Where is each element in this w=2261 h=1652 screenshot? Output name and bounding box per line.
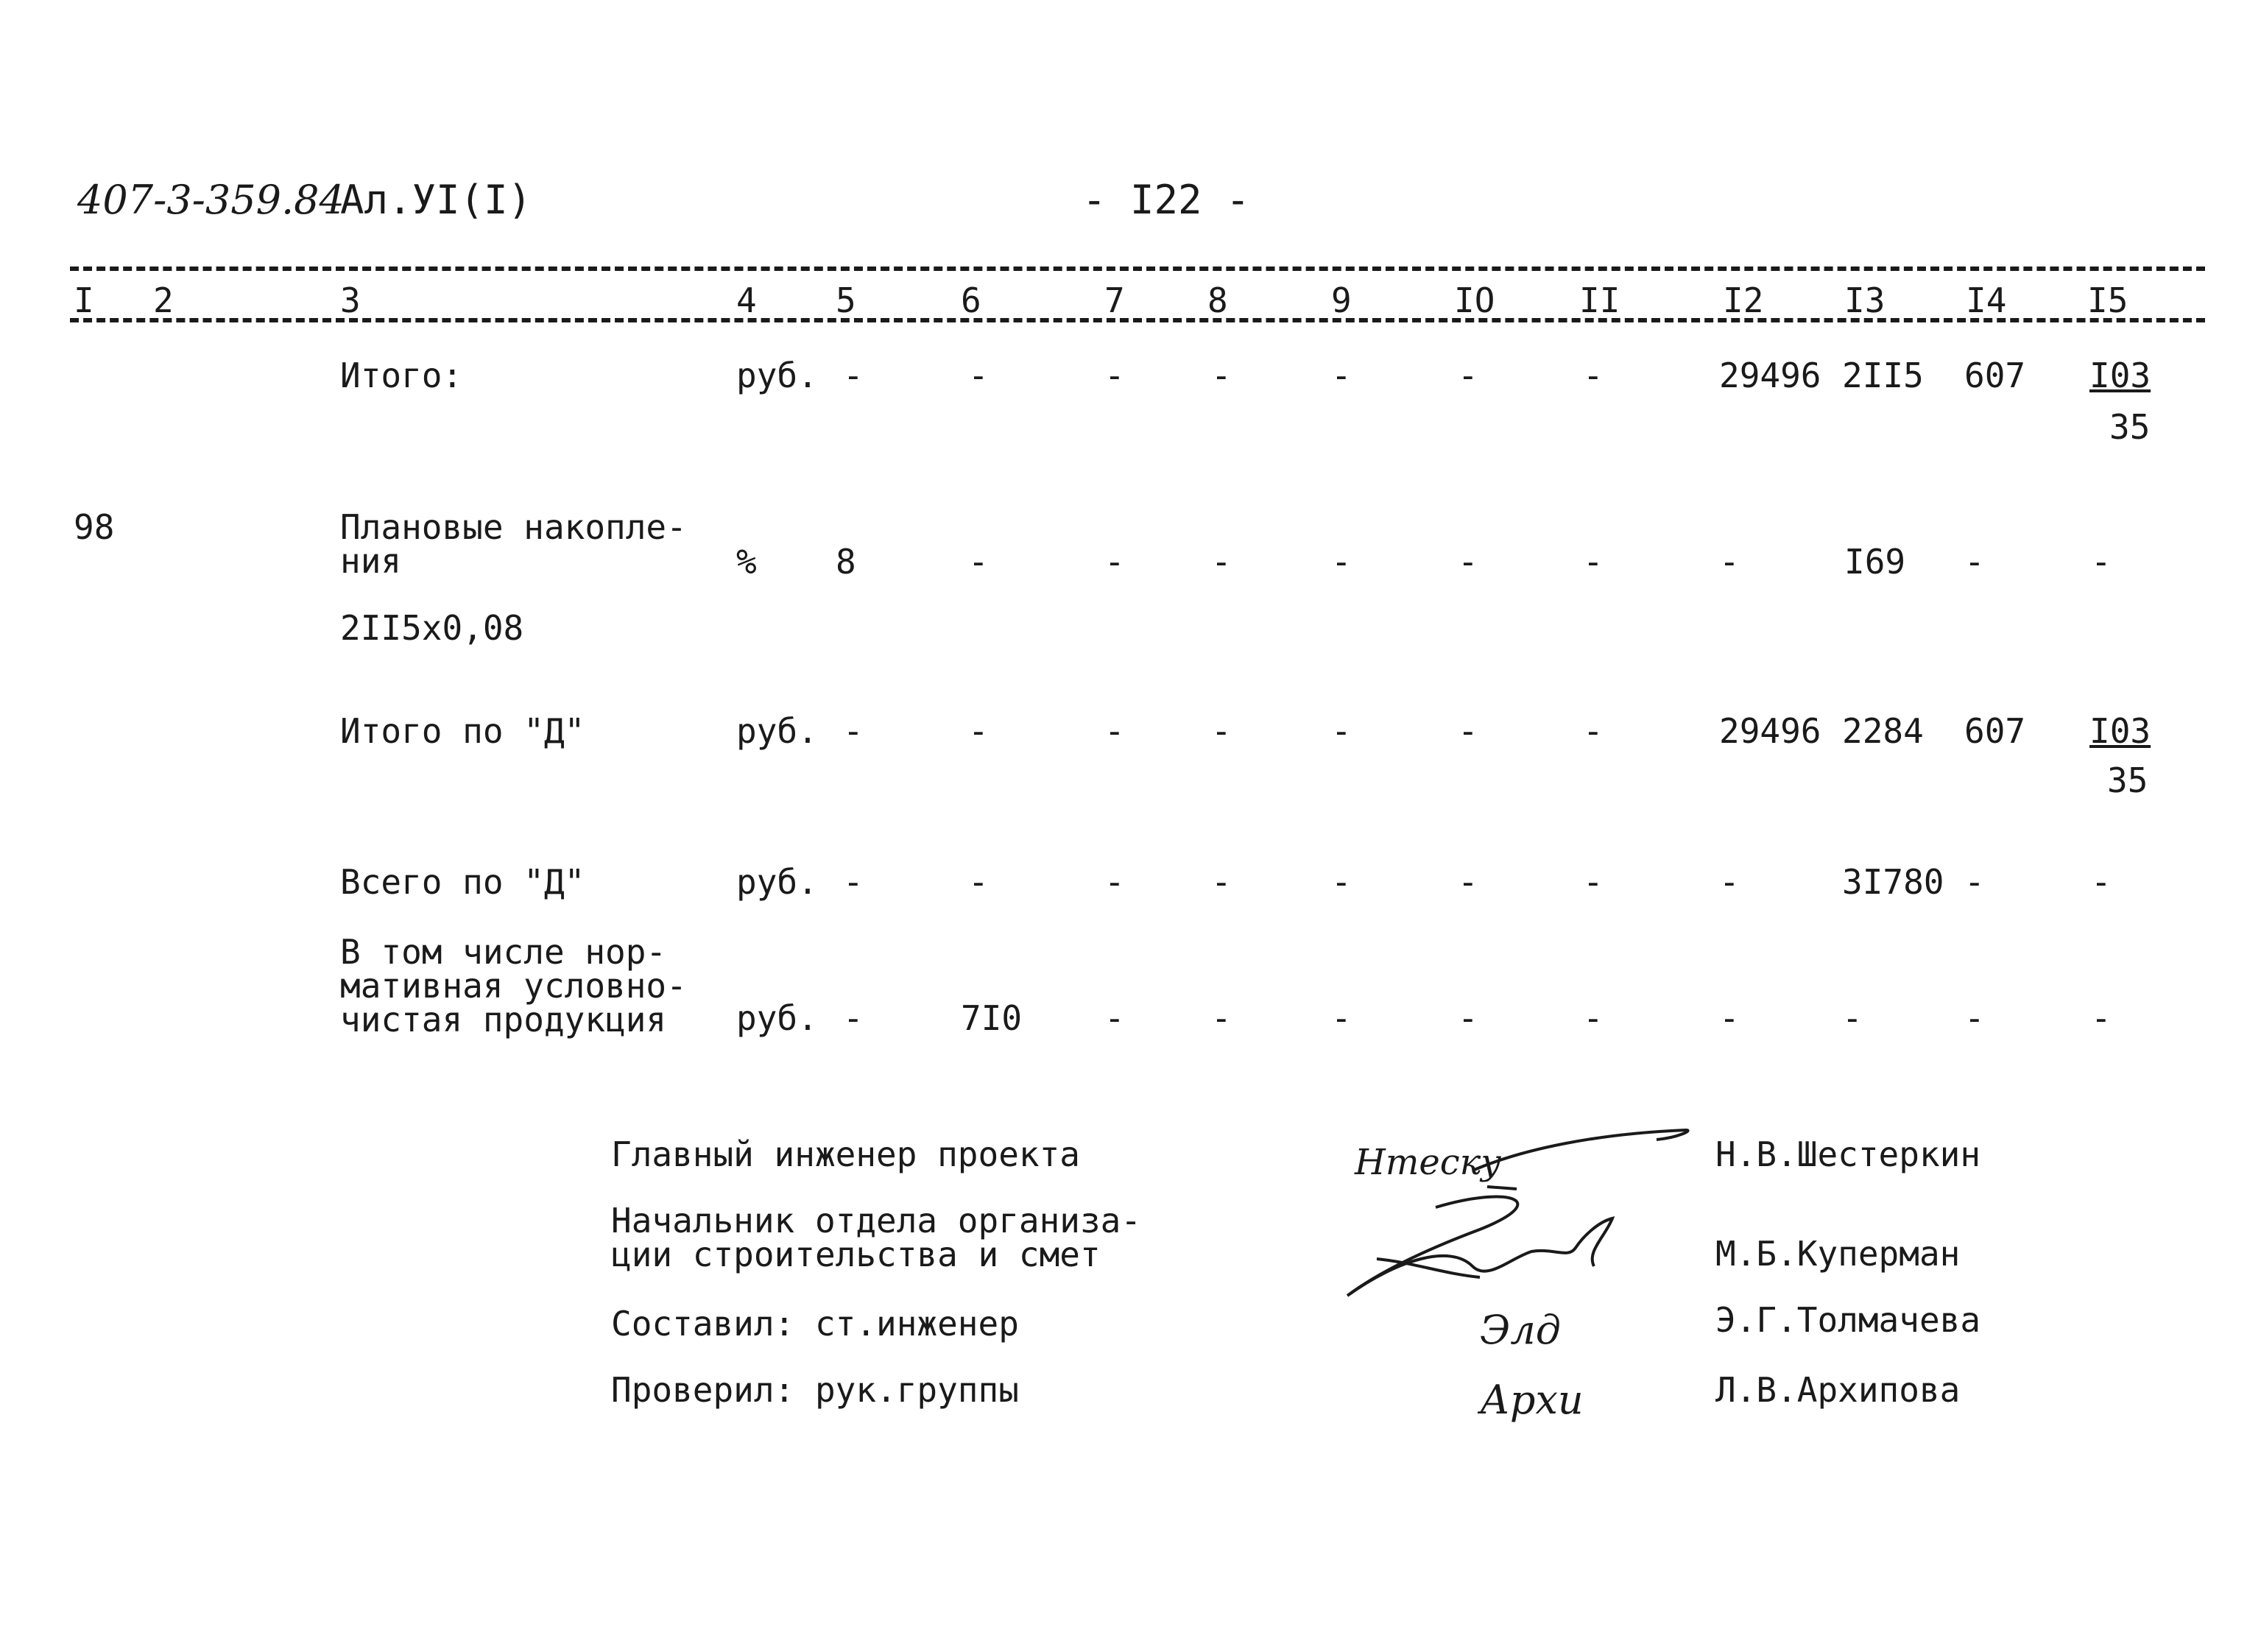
row-name: Всего по "Д": [340, 862, 585, 902]
cell-c6: 7I0: [961, 998, 1023, 1038]
cell-c7: -: [1104, 356, 1125, 395]
signer-name: Л.В.Архипова: [1715, 1370, 1961, 1410]
row-number: 98: [74, 507, 115, 547]
col-header: 2: [153, 280, 174, 320]
signer-name: М.Б.Куперман: [1715, 1234, 1961, 1274]
cell-c5: -: [843, 711, 864, 751]
cell-c15-top: -: [2091, 862, 2112, 902]
cell-c14: -: [1964, 998, 1985, 1038]
signature-arkhipova: [1472, 1362, 1664, 1443]
row-name: Плановые накопле- ния: [340, 507, 687, 581]
cell-c15-top: I03: [2089, 711, 2151, 751]
cell-c8: -: [1211, 862, 1232, 902]
cell-c11: -: [1583, 711, 1604, 751]
cell-c9: -: [1331, 356, 1352, 395]
cell-c6: -: [968, 862, 989, 902]
row-unit: руб.: [736, 356, 818, 395]
cell-c14: 607: [1964, 711, 2026, 751]
col-header: 8: [1207, 280, 1228, 320]
cell-c13: 2284: [1842, 711, 1924, 751]
cell-c5: -: [843, 862, 864, 902]
signer-role: Составил: ст.инженер: [611, 1304, 1019, 1344]
signature-kuperman: [1333, 1178, 1657, 1310]
header-bottom-rule: [70, 318, 2205, 322]
cell-c13: 2II5: [1842, 356, 1924, 395]
cell-c15-bottom: 35: [2109, 407, 2151, 447]
cell-c15-top: -: [2091, 998, 2112, 1038]
cell-c10: -: [1458, 542, 1478, 582]
cell-c14: -: [1964, 862, 1985, 902]
album-reference: Ал.УI(I): [340, 177, 532, 223]
cell-c6: -: [968, 542, 989, 582]
cell-c8: -: [1211, 711, 1232, 751]
col-header: 5: [836, 280, 856, 320]
page-number: - I22 -: [1082, 177, 1250, 223]
cell-c12: 29496: [1719, 711, 1821, 751]
col-header: I: [74, 280, 94, 320]
row-unit: %: [736, 542, 757, 582]
col-header: II: [1579, 280, 1620, 320]
signer-name: Э.Г.Толмачева: [1715, 1300, 1981, 1340]
svg-text:Архи: Архи: [1480, 1377, 1584, 1423]
cell-c13: 3I780: [1842, 862, 1944, 902]
cell-c8: -: [1211, 998, 1232, 1038]
row-unit: руб.: [736, 711, 818, 751]
cell-c10: -: [1458, 711, 1478, 751]
cell-c10: -: [1458, 998, 1478, 1038]
col-header: IO: [1454, 280, 1495, 320]
cell-c5: -: [843, 356, 864, 395]
cell-c7: -: [1104, 542, 1125, 582]
cell-c9: -: [1331, 998, 1352, 1038]
cell-c9: -: [1331, 711, 1352, 751]
cell-c15-top: I03: [2089, 356, 2151, 395]
cell-c6: -: [968, 711, 989, 751]
cell-c13: -: [1842, 998, 1863, 1038]
signature-tolmacheva: [1472, 1296, 1642, 1362]
col-header: I3: [1844, 280, 1886, 320]
cell-c7: -: [1104, 998, 1125, 1038]
row-unit: руб.: [736, 998, 818, 1038]
document-code: 407-3-359.84: [77, 177, 345, 223]
col-header: 4: [736, 280, 757, 320]
cell-c12: -: [1719, 862, 1740, 902]
col-header: I5: [2087, 280, 2128, 320]
cell-c10: -: [1458, 356, 1478, 395]
signer-role: Главный инженер проекта: [611, 1134, 1080, 1174]
cell-c11: -: [1583, 356, 1604, 395]
signer-role: Проверил: рук.группы: [611, 1370, 1019, 1410]
svg-text:Нтеску: Нтеску: [1355, 1142, 1502, 1183]
cell-c14: 607: [1964, 356, 2026, 395]
cell-c9: -: [1331, 542, 1352, 582]
col-header: I4: [1966, 280, 2007, 320]
cell-c7: -: [1104, 711, 1125, 751]
cell-c15-top: -: [2091, 542, 2112, 582]
row-name: Итого:: [340, 356, 463, 395]
row-unit: руб.: [736, 862, 818, 902]
cell-c14: -: [1964, 542, 1985, 582]
cell-c5: 8: [836, 542, 856, 582]
signer-name: Н.В.Шестеркин: [1715, 1134, 1981, 1174]
cell-c8: -: [1211, 356, 1232, 395]
cell-c9: -: [1331, 862, 1352, 902]
cell-c7: -: [1104, 862, 1125, 902]
row-note: 2II5x0,08: [340, 608, 524, 648]
header-top-rule: [70, 266, 2205, 271]
row-name: Итого по "Д": [340, 711, 585, 751]
cell-c6: -: [968, 356, 989, 395]
col-header: 9: [1331, 280, 1352, 320]
col-header: 6: [961, 280, 981, 320]
col-header: I2: [1723, 280, 1764, 320]
cell-c11: -: [1583, 542, 1604, 582]
cell-c5: -: [843, 998, 864, 1038]
cell-c12: -: [1719, 542, 1740, 582]
cell-c10: -: [1458, 862, 1478, 902]
cell-c8: -: [1211, 542, 1232, 582]
signer-role: Начальник отдела организа- ции строительства и смет: [611, 1201, 1142, 1274]
svg-text:Элд: Элд: [1480, 1307, 1561, 1353]
col-header: 7: [1104, 280, 1125, 320]
cell-c11: -: [1583, 862, 1604, 902]
cell-c15-bottom: 35: [2107, 760, 2148, 800]
col-header: 3: [340, 280, 361, 320]
cell-c12: 29496: [1719, 356, 1821, 395]
row-name: В том числе нор- мативная условно- чистая продукция: [340, 932, 687, 1039]
cell-c11: -: [1583, 998, 1604, 1038]
cell-c12: -: [1719, 998, 1740, 1038]
cell-c13: I69: [1844, 542, 1906, 582]
